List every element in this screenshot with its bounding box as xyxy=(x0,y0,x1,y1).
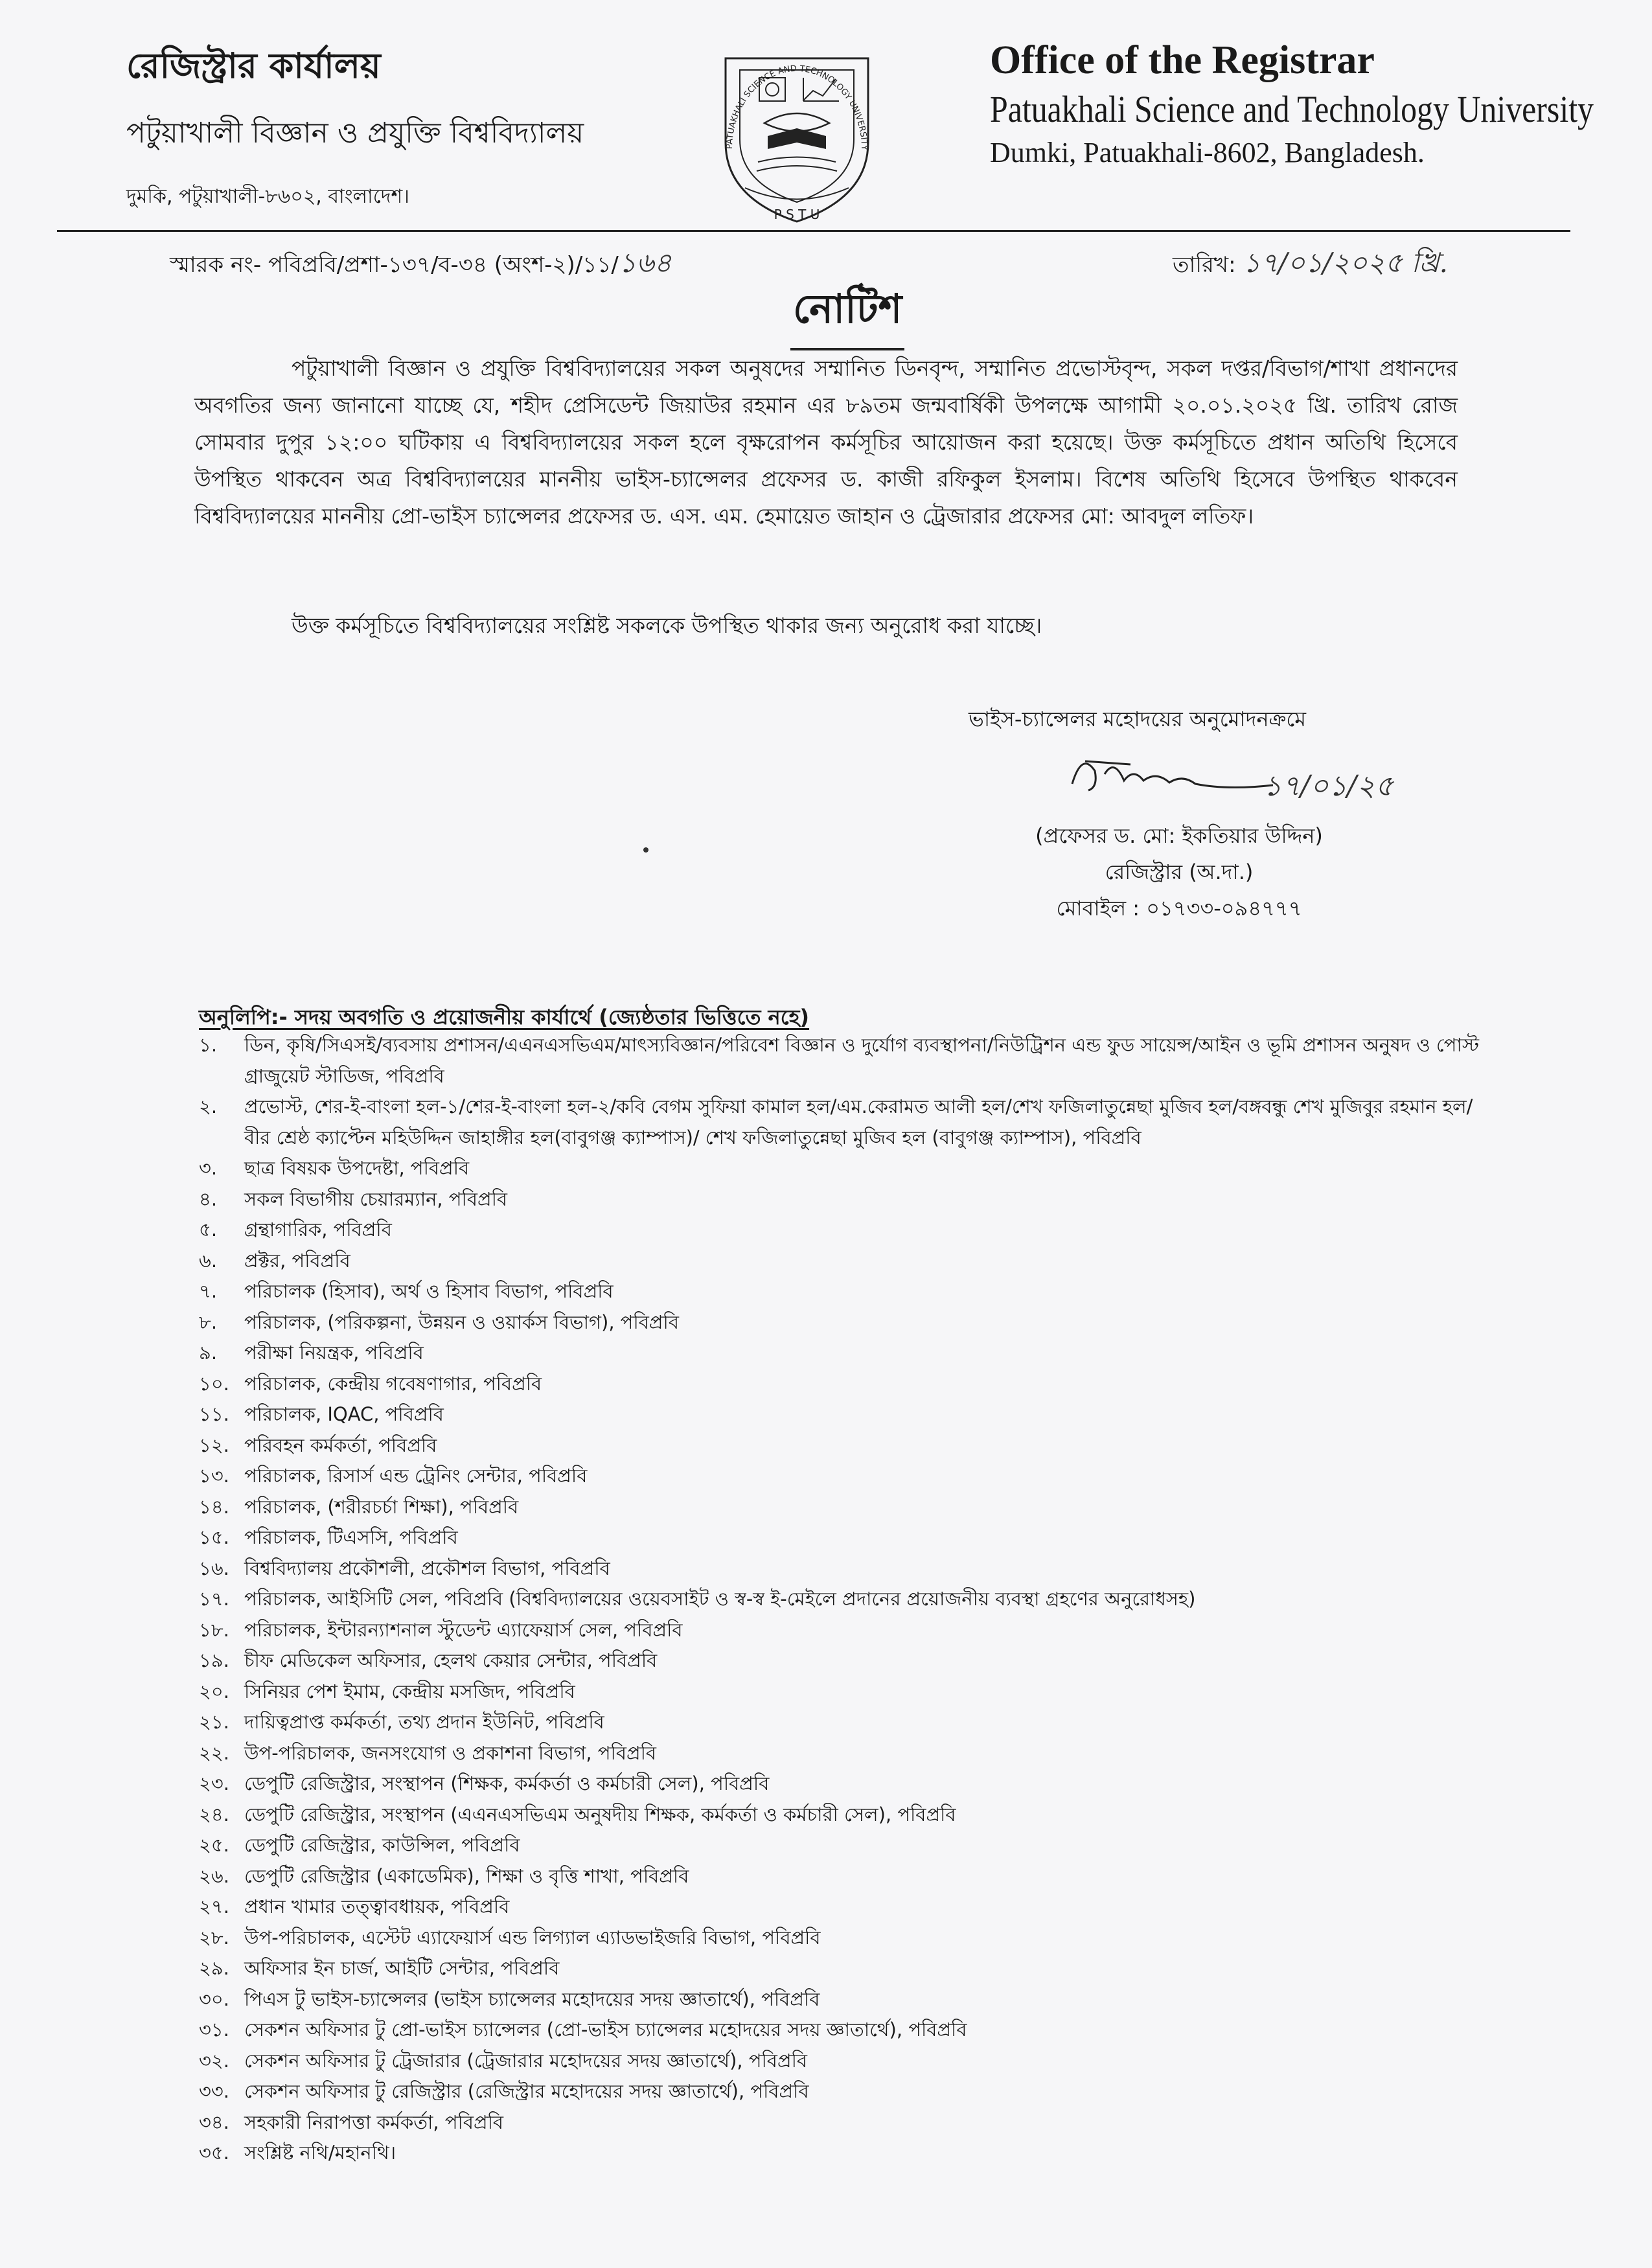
copy-to-title: অনুলিপি:- সদয় অবগতি ও প্রয়োজনীয় কার্যার্থে (জ্যেষ্ঠতার ভিত্তিতে নহে) xyxy=(199,1005,810,1029)
copy-to-item-text: পরিচালক, কেন্দ্রীয় গবেষণাগার, পবিপ্রবি xyxy=(244,1372,542,1395)
copy-to-item xyxy=(199,1246,1482,1277)
copy-to-item-number: ২২. xyxy=(199,1741,229,1764)
copy-to-item xyxy=(199,1369,1482,1400)
copy-to-item-text: বিশ্ববিদ্যালয় প্রকৌশলী, প্রকৌশল বিভাগ, পবিপ্রবি xyxy=(244,1557,610,1579)
copy-to-item-text: পরিবহন কর্মকর্তা, পবিপ্রবি xyxy=(244,1434,437,1456)
memo-prefix: স্মারক নং- পবিপ্রবি/প্রশা-১৩৭/ব-৩৪ (অংশ-২)/১১/ xyxy=(170,252,619,278)
university-logo-seal xyxy=(706,32,888,227)
copy-to-item-text: পরিচালক, রিসার্স এন্ড ট্রেনিং সেন্টার, পবিপ্রবি xyxy=(244,1465,588,1487)
copy-to-item-text: প্রধান খামার তত্ত্বাবধায়ক, পবিপ্রবি xyxy=(244,1896,510,1918)
copy-to-item xyxy=(199,2107,1482,2138)
english-letterhead xyxy=(990,38,1652,169)
memo-number xyxy=(170,242,672,288)
registrar-signature xyxy=(1059,745,1292,803)
signer-name: (প্রফেসর ড. মো: ইকতিয়ার উদ্দিন) xyxy=(1035,823,1323,848)
notice-body xyxy=(194,350,1458,534)
notice-title: নোটিশ xyxy=(790,279,904,350)
copy-to-item xyxy=(199,1738,1482,1769)
copy-to-item-text: সংশ্লিষ্ট নথি/মহানথি। xyxy=(244,2142,396,2164)
copy-to-item xyxy=(199,1677,1482,1708)
notice-paragraph-2: উক্ত কর্মসূচিতে বিশ্ববিদ্যালয়ের সংশ্লিষ্ট সকলকে উপস্থিত থাকার জন্য অনুরোধ করা যাচ্ছে। xyxy=(292,613,1042,638)
copy-to-item-number: ৬. xyxy=(199,1249,218,1272)
bangla-letterhead xyxy=(126,39,584,214)
copy-to-item xyxy=(199,2046,1482,2077)
copy-to-item-text: দায়িত্বপ্রাপ্ত কর্মকর্তা, তথ্য প্রদান ইউনিট, পবিপ্রবি xyxy=(244,1711,604,1733)
copy-to-item-number: ১৩. xyxy=(199,1465,229,1487)
copy-to-item-number: ৯. xyxy=(199,1342,218,1364)
copy-to-item-text: অফিসার ইন চার্জ, আইটি সেন্টার, পবিপ্রবি xyxy=(244,1957,560,1979)
english-address: Dumki, Patuakhali-8602, Bangladesh. xyxy=(990,137,1425,168)
copy-to-item xyxy=(199,1923,1482,1954)
copy-to-item-number: ২৮. xyxy=(199,1926,229,1949)
copy-to-item-text: পরীক্ষা নিয়ন্ত্রক, পবিপ্রবি xyxy=(244,1342,424,1364)
copy-to-item xyxy=(199,1645,1482,1677)
stray-mark xyxy=(643,847,648,853)
copy-to-item-number: ১০. xyxy=(199,1372,229,1395)
copy-to-item-number: ৫. xyxy=(199,1219,218,1241)
copy-to-item-text: সকল বিভাগীয় চেয়ারম্যান, পবিপ্রবি xyxy=(244,1187,508,1210)
copy-to-item-number: ১৮. xyxy=(199,1618,229,1641)
copy-to-item-text: সিনিয়র পেশ ইমাম, কেন্দ্রীয় মসজিদ, পবিপ্রবি xyxy=(244,1680,575,1702)
copy-to-item xyxy=(199,1615,1482,1646)
copy-to-item-text: ডেপুটি রেজিস্ট্রার, সংস্থাপন (এএনএসভিএম অনুষদীয় শিক্ষক, কর্মকর্তা ও কর্মচারী সেল), পবিপ্রবি xyxy=(244,1803,956,1826)
header-divider xyxy=(57,230,1570,232)
date-value: ১৭/০১/২০২৫ খ্রি. xyxy=(1243,247,1448,279)
approval-line: ভাইস-চ্যান্সেলর মহোদয়ের অনুমোদনক্রমে xyxy=(969,707,1306,731)
copy-to-item-number: ৩. xyxy=(199,1157,218,1179)
copy-to-item-text: ছাত্র বিষয়ক উপদেষ্টা, পবিপ্রবি xyxy=(244,1157,470,1179)
copy-to-item-number: ৩২. xyxy=(199,2049,229,2072)
copy-to-item-text: গ্রন্থাগারিক, পবিপ্রবি xyxy=(244,1219,392,1241)
copy-to-item-text: সহকারী নিরাপত্তা কর্মকর্তা, পবিপ্রবি xyxy=(244,2111,504,2133)
copy-to-item xyxy=(199,1399,1482,1430)
signer-mobile: মোবাইল : ০১৭৩৩-০৯৪৭৭৭ xyxy=(1056,896,1302,921)
copy-to-item xyxy=(199,1707,1482,1738)
copy-to-item xyxy=(199,1276,1482,1307)
logo-initials: P S T U xyxy=(774,207,820,222)
english-office-name: Office of the Registrar xyxy=(990,38,1375,82)
copy-to-item xyxy=(199,2138,1482,2169)
copy-to-item-number: ৮. xyxy=(199,1311,218,1333)
copy-to-item-number: ২৬. xyxy=(199,1864,229,1887)
copy-to-item-number: ২৯. xyxy=(199,1957,229,1979)
copy-to-item-text: ডেপুটি রেজিস্ট্রার (একাডেমিক), শিক্ষা ও বৃত্তি শাখা, পবিপ্রবি xyxy=(244,1864,689,1887)
copy-to-item-number: ১৭. xyxy=(199,1588,229,1610)
copy-to-item xyxy=(199,1461,1482,1492)
copy-to-item xyxy=(199,1030,1482,1092)
copy-to-item-number: ৩৪. xyxy=(199,2111,229,2133)
copy-to-item-number: ১৬. xyxy=(199,1557,229,1579)
copy-to-item-number: ২৫. xyxy=(199,1834,229,1856)
memo-handwritten-number: ১৬৪ xyxy=(618,247,672,279)
copy-to-item-number: ৭. xyxy=(199,1280,218,1302)
copy-to-item xyxy=(199,1492,1482,1523)
copy-to-item xyxy=(199,1861,1482,1892)
copy-to-item-text: সেকশন অফিসার টু প্রো-ভাইস চ্যান্সেলর (প্রো-ভাইস চ্যান্সেলর মহোদয়ের সদয় জ্ঞাতার্থে), পবিপ্রবি xyxy=(244,2019,967,2041)
english-university-name: Patuakhali Science and Technology University xyxy=(990,88,1594,130)
copy-to-item-text: পরিচালক, (পরিকল্পনা, উন্নয়ন ও ওয়ার্কস বিভাগ), পবিপ্রবি xyxy=(244,1311,679,1333)
copy-to-item-number: ৪. xyxy=(199,1187,218,1210)
memo-date xyxy=(1173,242,1448,288)
copy-to-item xyxy=(199,1215,1482,1246)
copy-to-item xyxy=(199,1830,1482,1861)
copy-to-item xyxy=(199,1092,1482,1153)
bangla-university-name: পটুয়াখালী বিজ্ঞান ও প্রযুক্তি বিশ্ববিদ্যালয় xyxy=(126,117,584,150)
copy-to-item xyxy=(199,1984,1482,2015)
signer-block xyxy=(998,818,1360,926)
date-label: তারিখ: xyxy=(1173,252,1236,278)
copy-to-item-number: ২৩. xyxy=(199,1772,229,1794)
copy-to-item xyxy=(199,1584,1482,1615)
logo-arc-text: PATUAKHALI SCIENCE AND TECHNOLOGY UNIVERSITY xyxy=(724,63,869,150)
copy-to-item-text: সেকশন অফিসার টু রেজিস্ট্রার (রেজিস্ট্রার মহোদয়ের সদয় জ্ঞাতার্থে), পবিপ্রবি xyxy=(244,2080,809,2102)
copy-to-item xyxy=(199,1430,1482,1461)
copy-to-item xyxy=(199,1522,1482,1553)
copy-to-item xyxy=(199,1184,1482,1215)
copy-to-item-text: পরিচালক, (শরীরচর্চা শিক্ষা), পবিপ্রবি xyxy=(244,1495,519,1518)
copy-to-item xyxy=(199,1769,1482,1800)
copy-to-list xyxy=(199,1030,1482,2169)
copy-to-item xyxy=(199,1892,1482,1923)
copy-to-item-number: ১১. xyxy=(199,1403,229,1425)
copy-to-item-text: পিএস টু ভাইস-চ্যান্সেলর (ভাইস চ্যান্সেলর মহোদয়ের সদয় জ্ঞাতার্থে), পবিপ্রবি xyxy=(244,1987,820,2010)
copy-to-item-text: ডেপুটি রেজিস্ট্রার, সংস্থাপন (শিক্ষক, কর্মকর্তা ও কর্মচারী সেল), পবিপ্রবি xyxy=(244,1772,770,1794)
copy-to-item-number: ২৪. xyxy=(199,1803,229,1826)
signer-designation: রেজিস্ট্রার (অ.দা.) xyxy=(1105,860,1254,884)
copy-to-item xyxy=(199,1307,1482,1338)
copy-to-item-text: পরিচালক, IQAC, পবিপ্রবি xyxy=(244,1403,444,1425)
copy-to-item-number: ২. xyxy=(199,1095,218,1117)
bangla-office-name: রেজিস্ট্রার কার্যালয় xyxy=(126,45,381,86)
copy-to-item-number: ৩৫. xyxy=(199,2142,229,2164)
copy-to-item-text: চীফ মেডিকেল অফিসার, হেলথ কেয়ার সেন্টার, পবিপ্রবি xyxy=(244,1649,658,1671)
copy-to-item-number: ২১. xyxy=(199,1711,229,1733)
copy-to-item-text: পরিচালক, ইন্টারন্যাশনাল স্টুডেন্ট এ্যাফেয়ার্স সেল, পবিপ্রবি xyxy=(244,1618,683,1641)
copy-to-item-number: ১২. xyxy=(199,1434,229,1456)
copy-to-item-number: ১৪. xyxy=(199,1495,229,1518)
signature-date: ১৭/০১/২৫ xyxy=(1263,770,1394,803)
copy-to-item-text: পরিচালক (হিসাব), অর্থ ও হিসাব বিভাগ, পবিপ্রবি xyxy=(244,1280,614,1302)
bangla-address: দুমকি, পটুয়াখালী-৮৬০২, বাংলাদেশ। xyxy=(126,185,410,208)
copy-to-item-text: উপ-পরিচালক, এস্টেট এ্যাফেয়ার্স এন্ড লিগ্যাল এ্যাডভাইজরি বিভাগ, পবিপ্রবি xyxy=(244,1926,821,1949)
copy-to-item-text: উপ-পরিচালক, জনসংযোগ ও প্রকাশনা বিভাগ, পবিপ্রবি xyxy=(244,1741,657,1764)
copy-to-item-number: ১৫. xyxy=(199,1526,229,1548)
copy-to-item-text: ডেপুটি রেজিস্ট্রার, কাউন্সিল, পবিপ্রবি xyxy=(244,1834,520,1856)
copy-to-item xyxy=(199,1953,1482,1984)
copy-to-item-number: ১৯. xyxy=(199,1649,229,1671)
notice-paragraph-1: পটুয়াখালী বিজ্ঞান ও প্রযুক্তি বিশ্ববিদ্যালয়ের সকল অনুষদের সম্মানিত ডিনবৃন্দ, সম্মানিত প্রভোস্টবৃন্দ, সকল দপ্তর/বিভাগ/শাখা প্রধানদের অবগতির জন্য জানানো যাচ্ছে যে, শহীদ প্রেসিডেন্ট জিয়াউর রহমান এর ৮৯তম জন্মবার্ষিকী উপলক্ষে আগামী ২০.০১.২০২৫ খ্রি. তারিখ রোজ সোমবার দুপুর ১২:০০ ঘটিকায় এ বিশ্ববিদ্যালয়ের সকল হলে বৃক্ষরোপন কর্মসূচির আয়োজন করা হয়েছে। উক্ত কর্মসূচিতে প্রধান অতিথি হিসেবে উপস্থিত থাকবেন অত্র বিশ্ববিদ্যালয়ের মাননীয় ভাইস-চ্যান্সেলর প্রফেসর ড. কাজী রফিকুল ইসলাম। বিশেষ অতিথি হিসেবে উপস্থিত থাকবেন বিশ্ববিদ্যালয়ের মাননীয় প্রো-ভাইস চ্যান্সেলর প্রফেসর ড. এস. এম. হেমায়েত জাহান ও ট্রেজারার প্রফেসর মো: আবদুল লতিফ। xyxy=(194,356,1458,529)
copy-to-item-number: ৩১. xyxy=(199,2019,229,2041)
copy-to-item-text: সেকশন অফিসার টু ট্রেজারার (ট্রেজারার মহোদয়ের সদয় জ্ঞাতার্থে), পবিপ্রবি xyxy=(244,2049,808,2072)
copy-to-item-number: ৩০. xyxy=(199,1987,229,2010)
copy-to-item-text: পরিচালক, আইসিটি সেল, পবিপ্রবি (বিশ্ববিদ্যালয়ের ওয়েবসাইট ও স্ব-স্ব ই-মেইলে প্রদানের প্রয়োজনীয় ব্যবস্থা গ্রহণের অনুরোধসহ) xyxy=(244,1588,1196,1610)
copy-to-item-text: ডিন, কৃষি/সিএসই/ব্যবসায় প্রশাসন/এএনএসভিএম/মাৎস্যবিজ্ঞান/পরিবেশ বিজ্ঞান ও দুর্যোগ ব্যবস্থাপনা/নিউট্রিশন এন্ড ফুড সায়েন্স/আইন ও ভূমি প্রশাসন অনুষদ ও পোস্ট গ্রাজুয়েট স্টাডিজ, পবিপ্রবি xyxy=(244,1034,1480,1087)
copy-to-item-number: ৩৩. xyxy=(199,2080,229,2102)
copy-to-item xyxy=(199,2015,1482,2046)
copy-to-item-text: পরিচালক, টিএসসি, পবিপ্রবি xyxy=(244,1526,458,1548)
copy-to-item xyxy=(199,1800,1482,1831)
copy-to-item xyxy=(199,1153,1482,1184)
copy-to-item xyxy=(199,1553,1482,1585)
copy-to-item-text: প্রক্টর, পবিপ্রবি xyxy=(244,1249,350,1272)
copy-to-item-number: ২০. xyxy=(199,1680,229,1702)
copy-to-item-number: ১. xyxy=(199,1034,218,1056)
copy-to-item xyxy=(199,1338,1482,1369)
copy-to-item-text: প্রভোস্ট, শের-ই-বাংলা হল-১/শের-ই-বাংলা হল-২/কবি বেগম সুফিয়া কামাল হল/এম.কেরামত আলী হল/শেখ ফজিলাতুন্নেছা মুজিব হল/বঙ্গবন্ধু শেখ মুজিবুর রহমান হল/বীর শ্রেষ্ঠ ক্যাপ্টেন মহিউদ্দিন জাহাঙ্গীর হল(বাবুগঞ্জ ক্যাম্পাস)/ শেখ ফজিলাতুন্নেছা মুজিব হল (বাবুগঞ্জ ক্যাম্পাস), পবিপ্রবি xyxy=(244,1095,1473,1149)
copy-to-item xyxy=(199,2076,1482,2107)
copy-to-item-number: ২৭. xyxy=(199,1896,229,1918)
